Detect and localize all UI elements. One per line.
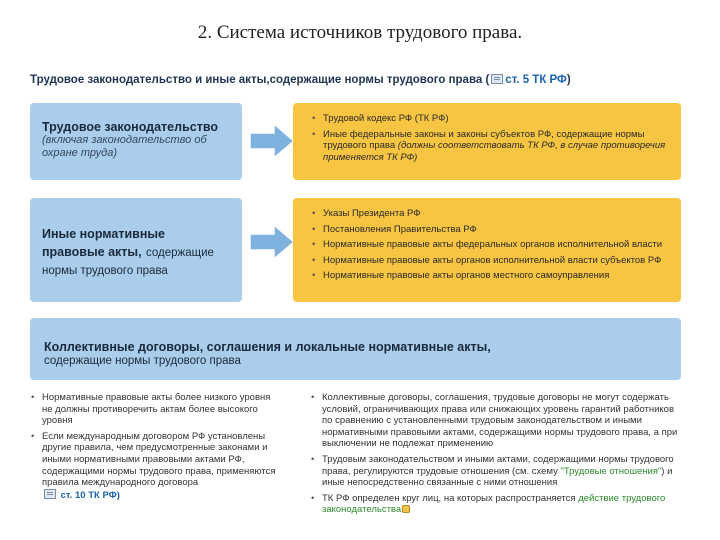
other-acts-box: [30, 198, 242, 302]
document-icon: [491, 74, 503, 84]
slide-title: 2. Система источников трудового права.: [197, 22, 523, 43]
collective-agreements-box: [30, 318, 681, 380]
bottom-right-notes: [310, 392, 685, 516]
list-item: • Нормативные правовые акты федеральных органов исполнительной власти: [323, 239, 673, 251]
collective-agreements-title: Коллективные договоры, соглашения и локальные нормативные акты,: [44, 340, 491, 354]
other-acts-list-box: [293, 198, 681, 302]
legislation-scope-link[interactable]: действие трудового законодательства: [322, 492, 666, 516]
section-header-close: ): [566, 74, 571, 86]
right-arrow-icon: [250, 124, 294, 158]
labor-legislation-list-box: [293, 103, 681, 180]
list-item: • Указы Президента РФ: [323, 208, 673, 220]
labor-legislation-box: [30, 103, 242, 180]
note-icon: [402, 505, 410, 513]
list-item: • Нормативные правовые акты органов местного самоуправления: [323, 270, 673, 282]
other-acts-title: Иные нормативные правовые акты,: [42, 227, 165, 259]
list-item: • Нормативные правовые акты более низкого уровня не должны противоречить актам более высокого уровня: [42, 392, 280, 427]
list-item: • ТК РФ определен круг лиц, на которых распространяется действие трудового законодательства: [322, 493, 685, 516]
list-item: • Если международным договором РФ установлены другие правила, чем предусмотренные законами и иными нормативными правовыми актами РФ, содержащими нормы трудового права, применяются правила международного договора ст. 10 ТК РФ): [42, 431, 280, 502]
list-item: • Трудовой кодекс РФ (ТК РФ): [323, 113, 673, 125]
document-icon: [44, 489, 56, 499]
list-item: • Нормативные правовые акты органов исполнительной власти субъектов РФ: [323, 255, 673, 267]
list-item: • Иные федеральные законы и законы субъектов РФ, содержащие нормы трудового права (должны соответствовать ТК РФ, в случае противоречия применяется ТК РФ): [323, 129, 673, 164]
labor-legislation-title: Трудовое законодательство: [42, 120, 218, 134]
article-5-link[interactable]: ст. 5 ТК РФ: [505, 74, 567, 86]
section-header-text: Трудовое законодательство и иные акты,содержащие нормы трудового права (: [30, 74, 490, 86]
list-item: • Коллективные договоры, соглашения, трудовые договоры не могут содержать условий, ограничивающих права или снижающих уровень гарантий работников по сравнению с установленными трудовым законодательством и иными нормативными правовыми актами, содержащими нормы трудового права, а при выключении не подлежат применению: [322, 392, 685, 450]
labor-legislation-subtitle: (включая законодательство об охране труда): [42, 134, 207, 159]
list-item: • Трудовым законодательством и иными актами, содержащими нормы трудового права, регулируются трудовые отношения (см. схему "Трудовые отношения") и иные непосредственно связанные с ними отношения: [322, 454, 685, 489]
article-10-link[interactable]: ст. 10 ТК РФ): [60, 489, 120, 501]
section-header: [30, 74, 710, 86]
right-arrow-icon: [250, 225, 294, 259]
bottom-left-notes: [30, 392, 280, 501]
other-acts-subtitle: содержащие нормы трудового права: [42, 247, 214, 277]
collective-agreements-subtitle: содержащие нормы трудового права: [44, 355, 241, 367]
list-item: • Постановления Правительства РФ: [323, 224, 673, 236]
labor-relations-link[interactable]: "Трудовые отношения": [560, 465, 662, 477]
